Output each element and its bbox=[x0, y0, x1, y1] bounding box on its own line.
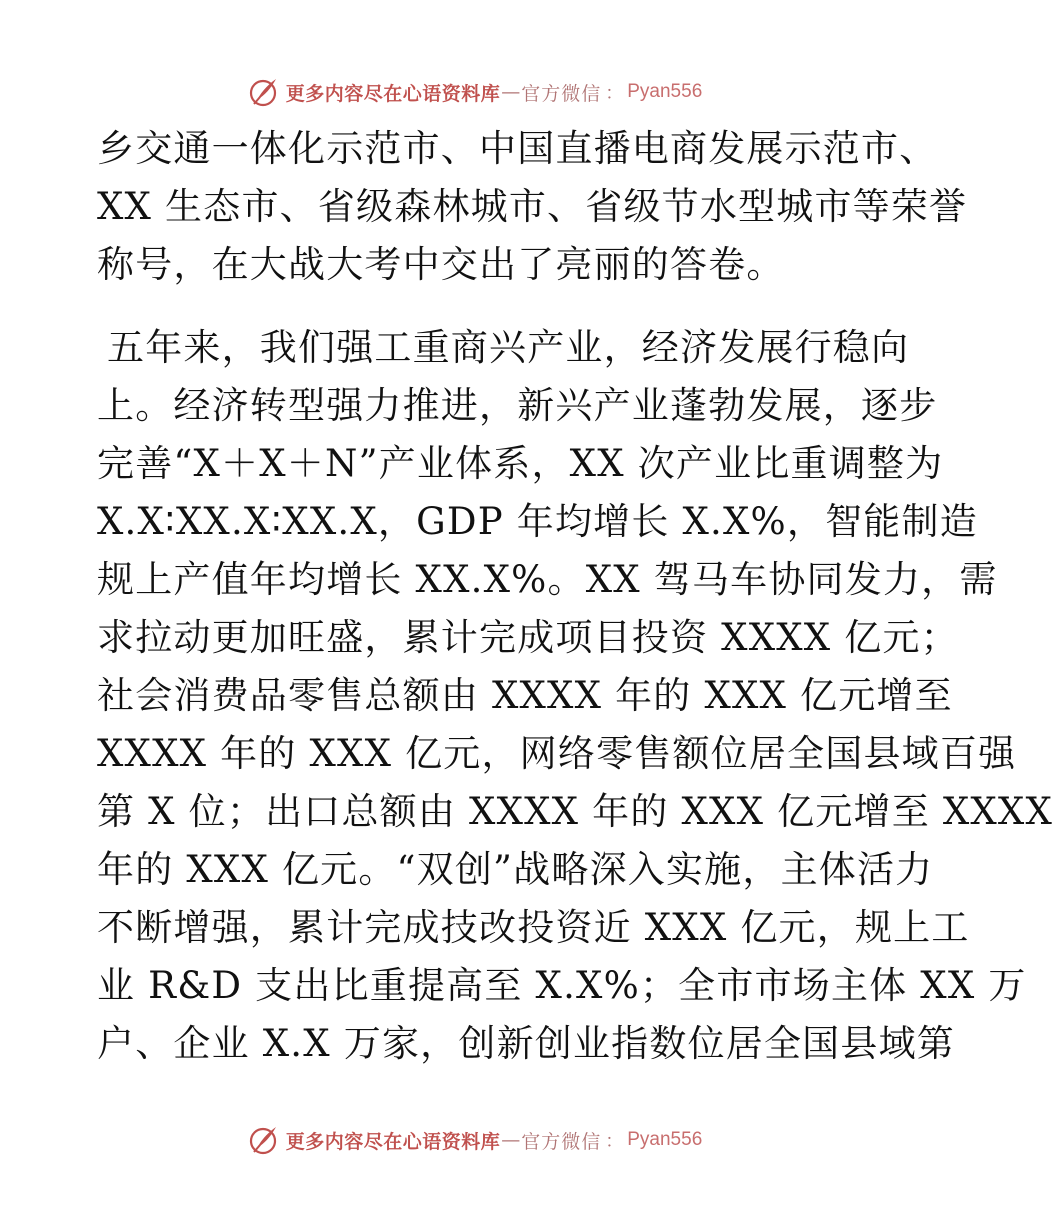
text-line: 求拉动更加旺盛，累计完成项目投资 XXXX 亿元； bbox=[97, 616, 959, 659]
text-line: X.X∶XX.X∶XX.X，GDP 年均增长 X.X%，智能制造 bbox=[97, 500, 978, 543]
header-watermark-banner bbox=[0, 72, 950, 112]
watermark-wechat-handle: Pyan556 bbox=[627, 81, 703, 102]
text-line: XX 生态市、省级森林城市、省级节水型城市等荣誉 bbox=[97, 185, 968, 228]
text-line: 乡交通一体化示范市、中国直播电商发展示范市、 bbox=[97, 127, 938, 170]
watermark-brand-text: 更多内容尽在心语资料库 bbox=[285, 1130, 501, 1153]
text-line: XXXX 年的 XXX 亿元，网络零售额位居全国县域百强 bbox=[97, 732, 1017, 775]
text-line: 年的 XXX 亿元。“双创”战略深入实施，主体活力 bbox=[97, 848, 934, 891]
watermark-separator: — bbox=[501, 1129, 521, 1151]
feather-quill-logo-icon bbox=[248, 76, 280, 108]
text-line: 上。经济转型强力推进，新兴产业蓬勃发展，逐步 bbox=[97, 384, 938, 427]
text-line: 规上产值年均增长 XX.X%。XX 驾马车协同发力，需 bbox=[97, 558, 998, 601]
text-line: 户、企业 X.X 万家，创新创业指数位居全国县域第 bbox=[97, 1022, 955, 1065]
paragraph-1 bbox=[97, 120, 968, 294]
feather-quill-logo-icon bbox=[248, 1124, 280, 1156]
footer-watermark-banner bbox=[0, 1120, 950, 1160]
text-line: 完善“X＋X＋N”产业体系，XX 次产业比重调整为 bbox=[97, 442, 944, 485]
document-body bbox=[97, 120, 1053, 1073]
watermark-wechat-handle: Pyan556 bbox=[627, 1129, 703, 1150]
text-line: 五年来，我们强工重商兴产业，经济发展行稳向 bbox=[107, 326, 910, 369]
text-line: 社会消费品零售总额由 XXXX 年的 XXX 亿元增至 bbox=[97, 674, 953, 717]
text-line: 业 R&D 支出比重提高至 X.X%；全市市场主体 XX 万 bbox=[97, 964, 1027, 1007]
watermark-official-label: 官方微信 bbox=[521, 82, 602, 105]
text-line: 称号，在大战大考中交出了亮丽的答卷。 bbox=[97, 243, 785, 286]
watermark-colon: ： bbox=[605, 83, 624, 104]
text-line: 不断增强，累计完成技改投资近 XXX 亿元，规上工 bbox=[97, 906, 970, 949]
watermark-brand-text: 更多内容尽在心语资料库 bbox=[285, 82, 501, 105]
watermark-separator: — bbox=[501, 81, 521, 103]
watermark-colon: ： bbox=[605, 1131, 624, 1152]
text-line: 第 X 位；出口总额由 XXXX 年的 XXX 亿元增至 XXXX bbox=[97, 790, 1053, 833]
watermark-official-label: 官方微信 bbox=[521, 1130, 602, 1153]
paragraph-2 bbox=[97, 319, 1053, 1073]
